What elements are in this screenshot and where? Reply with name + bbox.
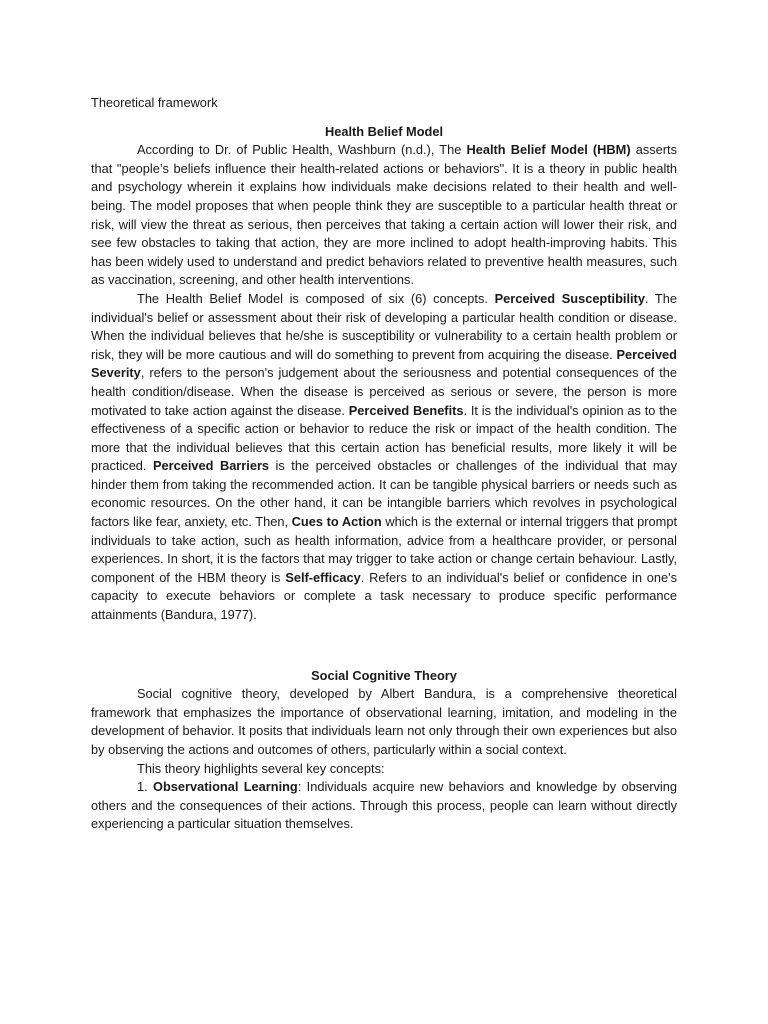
term-cues-to-action: Cues to Action [291,514,382,530]
text-run: . It is the individual's opinion as to the effectiveness of a specific action or behavior to reduce the risk or impact of the health condition. The more that the individual believes that this certain action has beneficial results, more likely it will be practiced. [91,402,677,474]
term-perceived-benefits: Perceived Benefits [348,402,464,418]
text-run: , refers to the person's judgement about the seriousness and potential consequences of the health condition/disease. When the disease is perceived as serious or severe, the person is more motivated to take action against the disease. [91,365,677,418]
sct-paragraph-1: Social cognitive theory, developed by Albert Bandura, is a comprehensive theoretical framework that emphasizes the importance of observational learning, imitation, and modeling in the development of behavior. It posits that individuals learn not only through their own experiences but also by observing the actions and outcomes of others, particularly within a social context. [91,686,677,757]
text-run: is the perceived obstacles or challenges of the individual that may hinder them from taking the recommended action. It can be tangible physical barriers or needs such as economic resources. On the other hand, it can be intangible barriers which revolves in psychological factors like fear, anxiety, etc. Then, [91,458,677,530]
document-body [91,94,677,834]
list-number: 1. [137,779,154,795]
document-label: Theoretical framework [91,95,218,110]
term-hbm: Health Belief Model (HBM) [466,142,631,158]
sct-paragraph-3 [91,778,677,834]
text-run: : Individuals acquire new behaviors and knowledge by observing others and the consequences of their actions. Through this process, people can learn without directly experiencing a particular situation themselves. [91,779,678,832]
text-run: . The individual's belief or assessment about their risk of developing a particular health condition or disease. When the individual believes that he/she is susceptibility or vulnerability to a certain health problem or risk, they will be more cautious and will do something to prevent from acquiring the disease. [91,290,677,362]
text-run: . Refers to an individual's belief or confidence in one's capacity to execute behaviors or complete a task necessary to produce specific performance attainments (Bandura, 1977). [91,569,678,623]
term-self-efficacy: Self-efficacy [285,569,361,585]
term-observational-learning: Observational Learning [153,779,298,795]
hbm-heading: Health Belief Model [324,123,444,139]
text-run: which is the external or internal triggers that prompt individuals to take action, such as health information, advice from a healthcare provider, or personal experiences. In short, it is the factors that may trigger to take action or change certain behaviour. Lastly, component of the HBM theory is [91,514,677,585]
term-perceived-susceptibility: Perceived Susceptibility [494,290,645,306]
sct-heading: Social Cognitive Theory [311,667,457,683]
hbm-paragraph-1 [91,141,677,290]
term-perceived-barriers: Perceived Barriers [152,458,270,474]
text-run: asserts that "people’s beliefs influence their health-related actions or behaviors". It is a theory in public health and psychology wherein it explains how individuals make decisions related to their health and well-being. The model proposes that when people think they are susceptible to a particular health threat or risk, will view the threat as serious, then perceives that taking a certain action will lower their risk, and see few obstacles to taking that action, they are more inclined to adopt health-improving habits. This has been widely used to understand and predict behaviors related to preventive health measures, such as vaccination, screening, and other health interventions. [91,142,677,288]
hbm-paragraph-2 [91,290,677,625]
text-run: The Health Belief Model is composed of six (6) concepts. [137,290,495,306]
text-run: According to Dr. of Public Health, Washburn (n.d.), The [137,142,467,158]
term-perceived-severity: Perceived Severity [91,346,677,381]
sct-paragraph-2: This theory highlights several key concepts: [137,760,385,776]
